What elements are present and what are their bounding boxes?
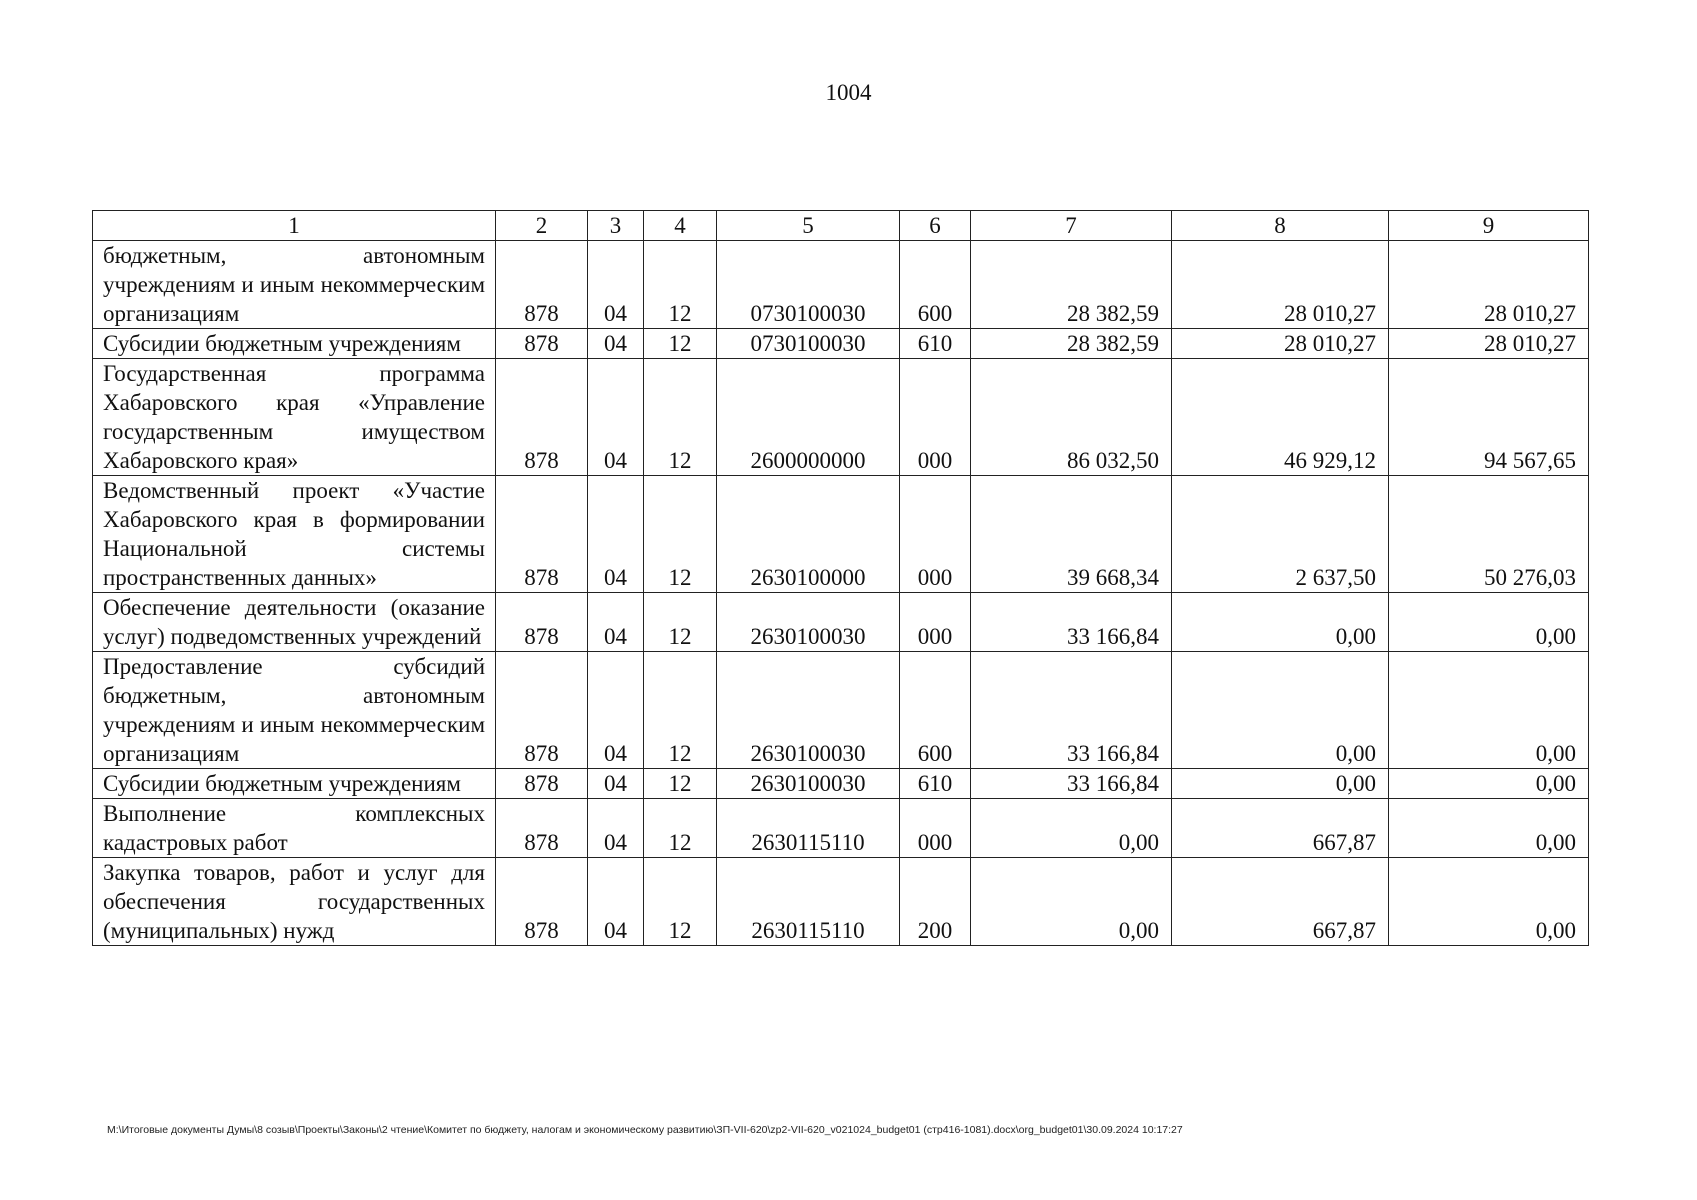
cell-section: 04 <box>588 799 644 858</box>
cell-ministry: 878 <box>496 329 588 359</box>
cell-expense-type: 610 <box>900 329 971 359</box>
column-header: 4 <box>644 211 717 241</box>
cell-amount-7: 86 032,50 <box>971 359 1172 476</box>
cell-subsection: 12 <box>644 476 717 593</box>
cell-amount-9: 0,00 <box>1389 799 1589 858</box>
cell-section: 04 <box>588 858 644 946</box>
cell-subsection: 12 <box>644 799 717 858</box>
cell-target-item: 2630100030 <box>717 652 900 769</box>
cell-expense-type: 000 <box>900 799 971 858</box>
cell-expense-type: 000 <box>900 476 971 593</box>
row-name: Государственная программа Хабаровского края «Управление государственным имуществом Хабаровского края» <box>93 359 496 476</box>
cell-target-item: 2630100000 <box>717 476 900 593</box>
table-row <box>93 359 1589 476</box>
row-name: Ведомственный проект «Участие Хабаровского края в формировании Национальной системы пространственных данных» <box>93 476 496 593</box>
cell-target-item: 2600000000 <box>717 359 900 476</box>
cell-amount-7: 33 166,84 <box>971 769 1172 799</box>
table-row <box>93 476 1589 593</box>
cell-expense-type: 600 <box>900 652 971 769</box>
cell-subsection: 12 <box>644 769 717 799</box>
column-header: 8 <box>1172 211 1389 241</box>
cell-amount-8: 0,00 <box>1172 652 1389 769</box>
cell-ministry: 878 <box>496 799 588 858</box>
cell-amount-8: 0,00 <box>1172 769 1389 799</box>
cell-target-item: 2630115110 <box>717 799 900 858</box>
cell-amount-8: 28 010,27 <box>1172 241 1389 329</box>
cell-amount-8: 667,87 <box>1172 858 1389 946</box>
cell-amount-7: 39 668,34 <box>971 476 1172 593</box>
cell-subsection: 12 <box>644 359 717 476</box>
cell-amount-8: 0,00 <box>1172 593 1389 652</box>
budget-table <box>92 210 1589 946</box>
row-name: Предоставление субсидий бюджетным, автономным учреждениям и иным некоммерческим организациям <box>93 652 496 769</box>
column-header: 7 <box>971 211 1172 241</box>
cell-amount-8: 667,87 <box>1172 799 1389 858</box>
cell-ministry: 878 <box>496 359 588 476</box>
cell-target-item: 2630115110 <box>717 858 900 946</box>
table-row <box>93 799 1589 858</box>
cell-subsection: 12 <box>644 652 717 769</box>
cell-expense-type: 000 <box>900 359 971 476</box>
row-name: Субсидии бюджетным учреждениям <box>93 769 496 799</box>
table-row <box>93 858 1589 946</box>
cell-amount-8: 2 637,50 <box>1172 476 1389 593</box>
table-row <box>93 329 1589 359</box>
cell-amount-9: 28 010,27 <box>1389 329 1589 359</box>
cell-expense-type: 600 <box>900 241 971 329</box>
column-header: 1 <box>93 211 496 241</box>
cell-amount-9: 0,00 <box>1389 652 1589 769</box>
row-name: Субсидии бюджетным учреждениям <box>93 329 496 359</box>
cell-expense-type: 200 <box>900 858 971 946</box>
cell-amount-7: 0,00 <box>971 799 1172 858</box>
row-name: бюджетным, автономным учреждениям и иным некоммерческим организациям <box>93 241 496 329</box>
table-row <box>93 593 1589 652</box>
cell-ministry: 878 <box>496 769 588 799</box>
cell-target-item: 2630100030 <box>717 769 900 799</box>
document-file-path: M:\Итоговые документы Думы\8 созыв\Проекты\Законы\2 чтение\Комитет по бюджету, налогам и экономическому развитию\ЗП-VII-620\zp2-VII-620_v021024_budget01 (стр416-1081).docx\org_budget01\30.09.2024 10:17:27 <box>107 1124 1183 1136</box>
cell-ministry: 878 <box>496 241 588 329</box>
column-header: 6 <box>900 211 971 241</box>
column-header: 3 <box>588 211 644 241</box>
cell-subsection: 12 <box>644 593 717 652</box>
cell-ministry: 878 <box>496 593 588 652</box>
cell-target-item: 0730100030 <box>717 329 900 359</box>
cell-subsection: 12 <box>644 241 717 329</box>
cell-subsection: 12 <box>644 858 717 946</box>
cell-section: 04 <box>588 241 644 329</box>
column-header: 5 <box>717 211 900 241</box>
page-number: 1004 <box>825 80 872 105</box>
cell-section: 04 <box>588 593 644 652</box>
row-name: Выполнение комплексных кадастровых работ <box>93 799 496 858</box>
cell-expense-type: 610 <box>900 769 971 799</box>
table-row <box>93 652 1589 769</box>
cell-target-item: 2630100030 <box>717 593 900 652</box>
table-row <box>93 241 1589 329</box>
row-name: Закупка товаров, работ и услуг для обеспечения государственных (муниципальных) нужд <box>93 858 496 946</box>
cell-amount-7: 28 382,59 <box>971 241 1172 329</box>
cell-amount-9: 0,00 <box>1389 769 1589 799</box>
cell-target-item: 0730100030 <box>717 241 900 329</box>
cell-section: 04 <box>588 476 644 593</box>
cell-subsection: 12 <box>644 329 717 359</box>
cell-ministry: 878 <box>496 858 588 946</box>
cell-amount-7: 28 382,59 <box>971 329 1172 359</box>
cell-amount-7: 33 166,84 <box>971 652 1172 769</box>
table-header-row <box>93 211 1589 241</box>
column-header: 9 <box>1389 211 1589 241</box>
cell-amount-7: 0,00 <box>971 858 1172 946</box>
table-row <box>93 769 1589 799</box>
row-name: Обеспечение деятельности (оказание услуг) подведомственных учреждений <box>93 593 496 652</box>
cell-amount-9: 28 010,27 <box>1389 241 1589 329</box>
cell-ministry: 878 <box>496 476 588 593</box>
cell-amount-9: 94 567,65 <box>1389 359 1589 476</box>
cell-section: 04 <box>588 359 644 476</box>
cell-section: 04 <box>588 652 644 769</box>
column-header: 2 <box>496 211 588 241</box>
cell-section: 04 <box>588 769 644 799</box>
cell-amount-8: 28 010,27 <box>1172 329 1389 359</box>
cell-ministry: 878 <box>496 652 588 769</box>
cell-section: 04 <box>588 329 644 359</box>
cell-amount-9: 0,00 <box>1389 593 1589 652</box>
cell-amount-8: 46 929,12 <box>1172 359 1389 476</box>
cell-amount-9: 50 276,03 <box>1389 476 1589 593</box>
cell-amount-7: 33 166,84 <box>971 593 1172 652</box>
cell-amount-9: 0,00 <box>1389 858 1589 946</box>
cell-expense-type: 000 <box>900 593 971 652</box>
